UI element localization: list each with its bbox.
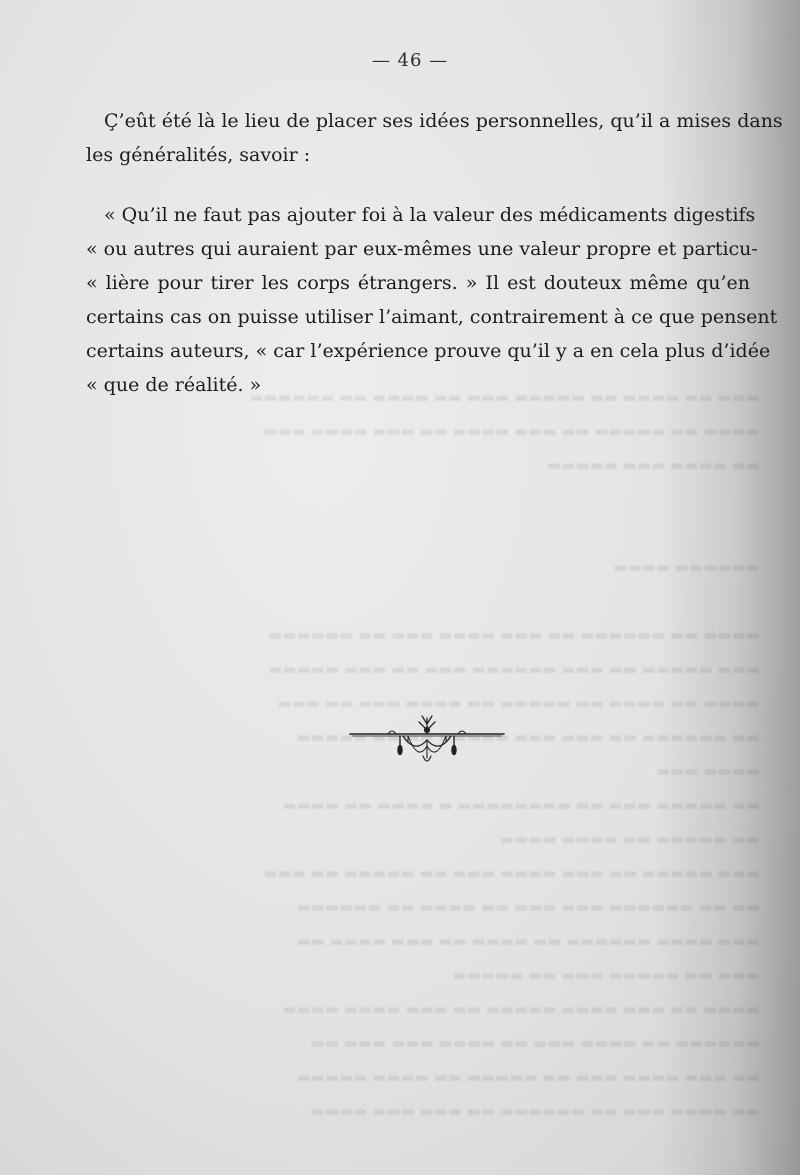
page-number: — 46 — (371, 50, 449, 71)
body-text (86, 104, 783, 402)
text-line: « Qu’il ne faut pas ajouter foi à la valeur des médicaments digestifs (104, 204, 756, 226)
text-line: certains auteurs, « car l’expérience prouve qu’il y a en cela plus d’idée (86, 340, 771, 362)
text-line: « que de réalité. » (86, 374, 262, 396)
text-line: « ou autres qui auraient par eux-mêmes une valeur propre et particu- (86, 238, 758, 260)
fleuron-ornament-icon (348, 712, 506, 768)
bleed-through-texture: ▬▬▬ ▬▬ ▬▬▬▬ ▬▬ ▬▬▬▬▬ ▬▬▬ ▬▬ ▬▬▬▬ ▬▬ ▬▬▬▬▬▬ ▬▬▬▬ ▬▬ ▬▬▬▬▬ ▬▬ ▬▬▬ ▬▬▬▬ ▬▬ ▬▬▬ ▬▬▬▬ ▬▬▬ ▬▬ ▬▬▬▬ ▬▬▬ ▬▬▬▬▬ ▬▬▬▬▬▬ ▬▬▬▬ ▬▬▬▬ ▬▬ ▬▬▬▬▬▬ ▬▬ ▬▬▬ ▬▬▬▬ ▬▬▬ ▬▬ ▬▬▬▬▬▬ ▬▬▬ ▬▬▬▬▬ ▬▬ ▬▬▬ ▬▬▬▬▬▬ ▬▬▬ ▬▬ ▬▬▬ ▬▬▬▬▬ ▬▬▬▬ ▬▬ ▬▬▬▬ ▬▬ ▬▬▬▬▬ ▬▬ ▬▬▬▬ ▬▬▬ ▬▬ ▬▬▬ ▬▬ ▬▬▬▬▬▬ ▬▬ ▬▬▬ ▬▬▬ ▬▬▬▬▬ ▬▬ ▬▬ ▬▬▬▬▬ ▬▬▬▬ ▬▬▬ ▬▬ ▬▬▬▬▬ ▬▬▬ ▬▬ ▬▬▬▬▬▬▬▬ ▬ ▬▬▬▬ ▬▬ ▬▬▬▬ ▬▬ ▬▬▬▬▬ ▬▬ ▬▬▬▬ ▬▬▬▬ ▬▬▬ ▬▬▬▬▬ ▬▬ ▬▬▬ ▬▬▬▬ ▬▬▬ ▬▬ ▬▬▬▬▬ ▬▬ ▬▬▬ ▬▬ ▬▬ ▬▬▬▬▬▬ ▬▬▬ ▬▬▬ ▬▬ ▬▬▬▬ ▬▬ ▬▬▬▬▬▬ ▬▬▬ ▬▬▬▬ ▬▬▬▬▬▬ ▬▬ ▬▬▬▬ ▬▬ ▬▬▬ ▬▬▬▬ ▬▬ ▬▬▬ ▬▬ ▬▬▬▬▬ ▬▬▬ ▬▬ ▬▬▬▬▬ ▬▬▬▬ ▬▬ ▬▬▬ ▬▬▬▬ ▬▬▬▬▬ ▬▬ ▬▬▬ ▬▬▬▬ ▬▬▬▬ ▬▬▬▬▬▬ ▬▬ ▬▬▬▬ ▬▬▬ ▬▬ ▬▬▬▬ ▬▬▬ ▬▬▬ ▬▬ ▬▬ ▬▬▬ ▬▬▬▬ ▬▬▬ ▬▬ ▬▬▬▬▬ ▬▬ ▬▬▬▬ ▬▬▬▬▬ ▬▬ ▬▬▬▬ ▬▬▬ ▬▬ ▬▬▬▬▬▬ ▬▬ ▬▬▬ ▬▬▬ ▬▬▬▬ (249, 388, 760, 1120)
text-line: les généralités, savoir : (86, 144, 311, 166)
text-line: Ç’eût été là le lieu de placer ses idées personnelles, qu’il a mises dans (104, 110, 783, 132)
text-line: certains cas on puisse utiliser l’aimant, contrairement à ce que pensent (86, 306, 778, 328)
text-line: « lière pour tirer les corps étrangers. » Il est douteux même qu’en (86, 272, 750, 294)
paragraph-1 (86, 104, 783, 172)
paragraph-2 (86, 198, 778, 402)
